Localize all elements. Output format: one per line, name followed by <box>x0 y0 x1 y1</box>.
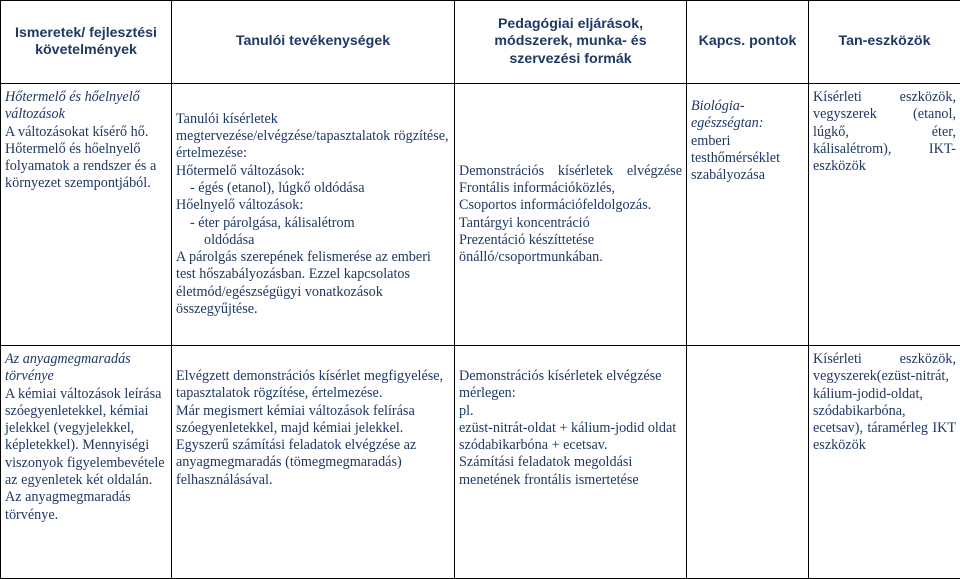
row1-connection-subject: Biológia-egészségtan: <box>691 98 804 133</box>
row1-activity-line: - éter párolgása, kálisalétrom <box>176 215 450 232</box>
row2-tools <box>809 346 960 579</box>
row1-activity-line: A párolgás szerepének felismerése az emberi test hőszabályozásban. Ezzel kapcsolatos életmód/egészségügyi vonatkozások összegyűjtése. <box>176 249 450 318</box>
row1-activity-line: Tanulói kísérletek megtervezése/elvégzése/tapasztalatok rögzítése, értelmezése: <box>176 111 450 163</box>
row1-method-line: Csoportos információfeldolgozás. <box>459 197 682 214</box>
header-connection-points: Kapcs. pontok <box>687 1 809 84</box>
header-tools: Tan-eszközök <box>809 1 960 84</box>
row1-method-line: Tantárgyi koncentráció <box>459 215 682 232</box>
row1-method-line: Prezentáció készíttetése önálló/csoportmunkában. <box>459 232 682 267</box>
row-exothermic-endothermic <box>1 84 960 346</box>
header-row <box>1 1 960 84</box>
row-mass-conservation <box>1 346 960 579</box>
row1-activities <box>172 84 455 346</box>
header-methods: Pedagógiai eljárások, módszerek, munka- és szervezési formák <box>455 1 687 84</box>
row2-activity-line: Elvégzett demonstrációs kísérlet megfigyelése, tapasztalatok rögzítése, értelmezése. <box>176 368 450 403</box>
row2-method-line: Számítási feladatok megoldási menetének frontális ismertetése <box>459 454 682 489</box>
row2-activity-line: Egyszerű számítási feladatok elvégzése az anyagmegmaradás (tömegmegmaradás) felhasználásával. <box>176 437 450 489</box>
row1-topic-title: Hőtermelő és hőelnyelő változások <box>5 89 167 124</box>
row1-methods <box>455 84 687 346</box>
row1-activity-line: Hőtermelő változások: <box>176 163 450 180</box>
row1-method-line: Frontális információközlés, <box>459 180 682 197</box>
row2-connections <box>687 346 809 579</box>
row2-methods <box>455 346 687 579</box>
row1-activity-line: oldódása <box>176 232 450 249</box>
row2-method-line: Demonstrációs kísérletek elvégzése mérlegen: <box>459 368 682 403</box>
header-requirements: Ismeretek/ fejlesztési követelmények <box>1 1 172 84</box>
row1-requirements <box>1 84 172 346</box>
row2-activity-line: Már megismert kémiai változások felírása szóegyenletekkel, majd kémiai jelekkel. <box>176 403 450 438</box>
row1-connections <box>687 84 809 346</box>
row1-tools-text: Kísérleti eszközök, vegyszerek (etanol, lúgkő, éter, kálisalétrom), IKT-eszközök <box>813 89 956 175</box>
row2-tools-text: Kísérleti eszközök, vegyszerek(ezüst-nitrát, kálium-jodid-oldat, szódabikarbóna, ecetsav), táramérleg IKT eszközök <box>813 351 956 455</box>
row2-method-line: pl. <box>459 403 682 420</box>
row2-topic-title: Az anyagmegmaradás törvénye <box>5 351 167 386</box>
row1-req-line: Hőtermelő és hőelnyelő folyamatok a rendszer és a környezet szempontjából. <box>5 141 167 193</box>
row1-activity-line: Hőelnyelő változások: <box>176 197 450 214</box>
row1-tools <box>809 84 960 346</box>
row2-req-text: A kémiai változások leírása szóegyenletekkel, kémiai jelekkel (vegyjelekkel, képletekkel). Mennyiségi viszonyok figyelembevétele az egyenletek két oldalán. Az anyagmegmaradás törvénye. <box>5 386 167 524</box>
row1-req-line: A változásokat kísérő hő. <box>5 124 167 141</box>
row1-connection-text: emberi testhőmérséklet szabályozása <box>691 133 804 185</box>
row1-activity-line: - égés (etanol), lúgkő oldódása <box>176 180 450 197</box>
row1-method-line: Demonstrációs kísérletek elvégzése <box>459 163 682 180</box>
row2-method-line: ezüst-nitrát-oldat + kálium-jodid oldat <box>459 420 682 437</box>
row2-requirements <box>1 346 172 579</box>
row2-method-line: szódabikarbóna + ecetsav. <box>459 437 682 454</box>
row2-activities <box>172 346 455 579</box>
header-student-activities: Tanulói tevékenységek <box>172 1 455 84</box>
